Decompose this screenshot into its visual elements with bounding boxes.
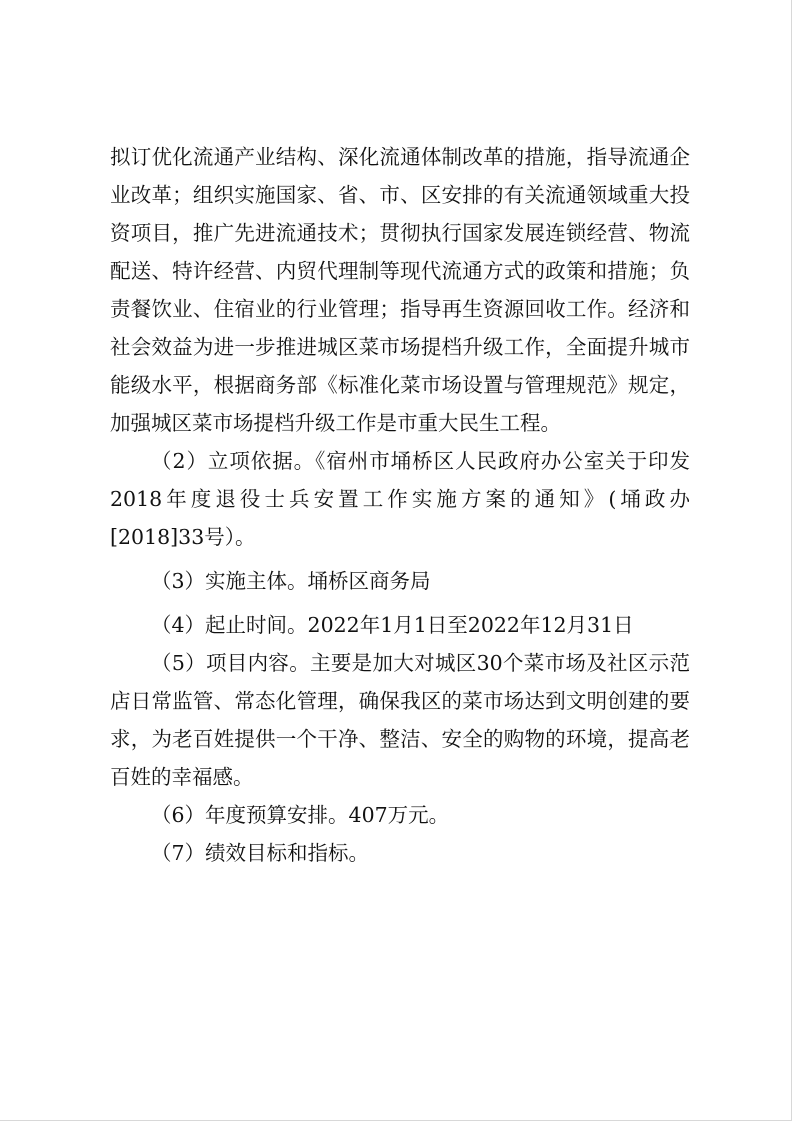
paragraph-budget: （6）年度预算安排。407万元。 [151, 803, 450, 827]
paragraph-basis: （2）立项依据。《宿州市埇桥区人民政府办公室关于印发2018年度退役士兵安置工作实施方案的通知》(埇政办[2018]33号）。 [110, 449, 690, 549]
paragraph-content: （5）项目内容。主要是加大对城区30个菜市场及社区示范店日常监管、常态化管理，确保我区的菜市场达到文明创建的要求，为老百姓提供一个干净、整洁、安全的购物的环境，提高老百姓的幸福感。 [110, 651, 690, 789]
paragraph-targets: （7）绩效目标和指标。 [151, 841, 370, 865]
paragraph-period: （4）起止时间。2022年1月1日至2022年12月31日 [151, 613, 634, 637]
paragraph-implementer: （3）实施主体。埇桥区商务局 [151, 569, 431, 593]
document-body [110, 138, 690, 872]
paragraph-responsibilities: 拟订优化流通产业结构、深化流通体制改革的措施，指导流通企业改革；组织实施国家、省、市、区安排的有关流通领域重大投资项目，推广先进流通技术；贯彻执行国家发展连锁经营、物流配送、特许经营、内贸代理制等现代流通方式的政策和措施；负责餐饮业、住宿业的行业管理；指导再生资源回收工作。经济和社会效益为进一步推进城区菜市场提档升级工作，全面提升城市能级水平，根据商务部《标准化菜市场设置与管理规范》规定，加强城区菜市场提档升级工作是市重大民生工程。 [110, 145, 690, 435]
